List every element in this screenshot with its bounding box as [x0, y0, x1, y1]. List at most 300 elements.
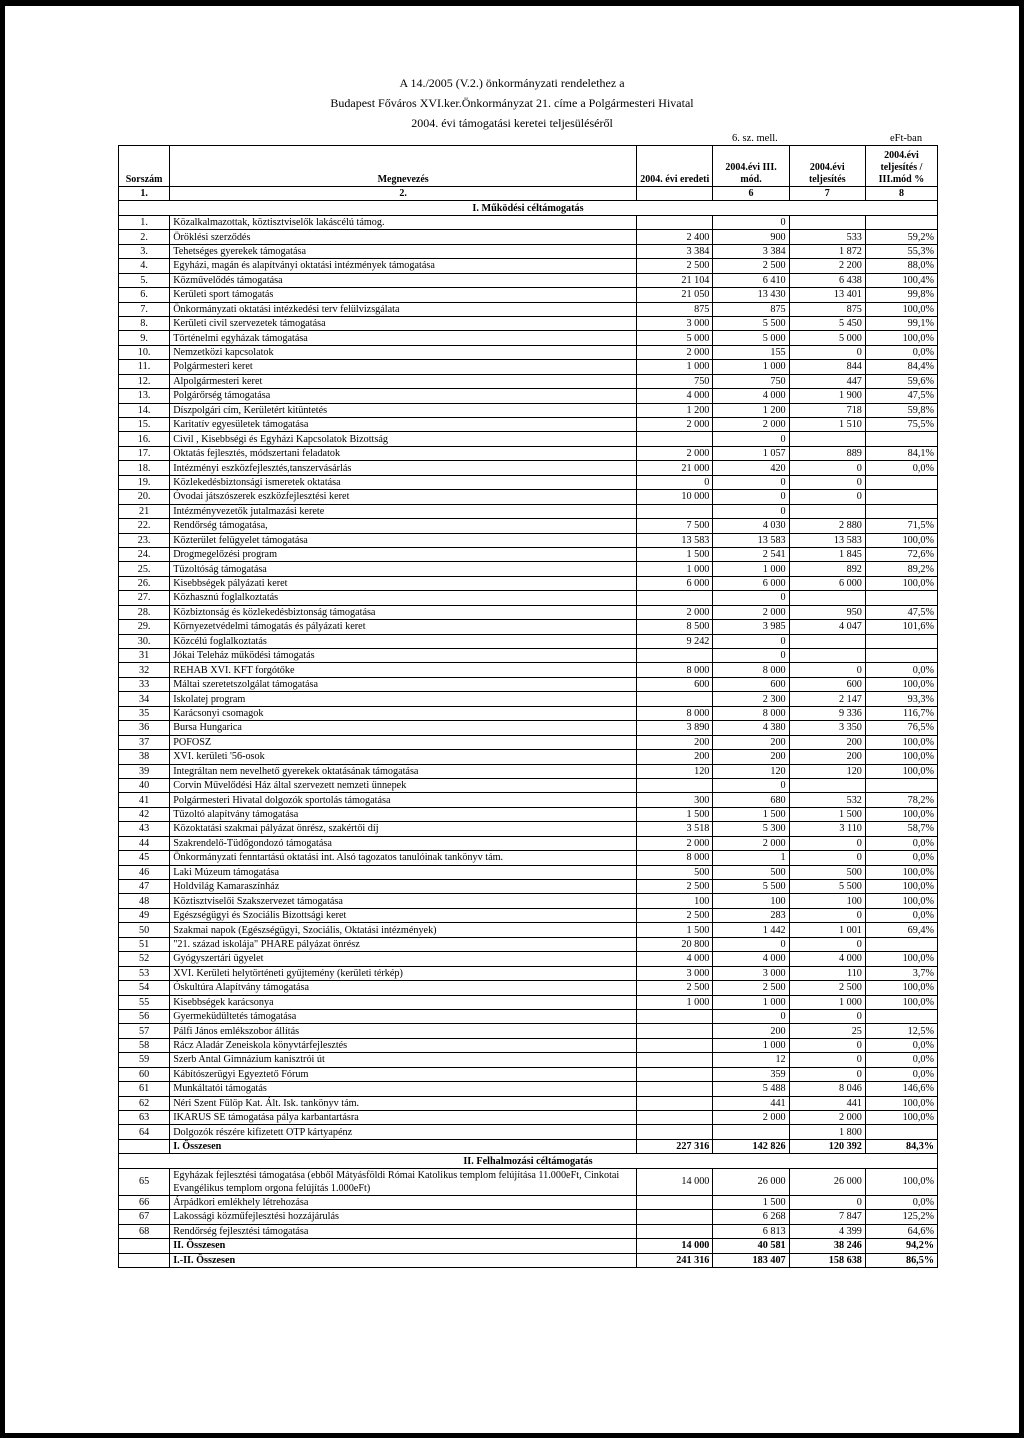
row-number: 45 [119, 851, 170, 865]
row-number [119, 1239, 170, 1253]
row-mod: 0 [713, 504, 789, 518]
row-name: Tűzoltó alapítvány támogatása [170, 807, 637, 821]
row-name: Gyógyszertári ügyelet [170, 952, 637, 966]
row-arany [865, 1125, 937, 1139]
row-arany: 100,0% [865, 865, 937, 879]
row-arany: 55,3% [865, 244, 937, 258]
row-arany: 100,0% [865, 894, 937, 908]
row-teljesites: 3 350 [789, 721, 865, 735]
row-arany: 71,5% [865, 519, 937, 533]
row-teljesites: 892 [789, 562, 865, 576]
row-number: 56 [119, 1009, 170, 1023]
row-teljesites: 533 [789, 230, 865, 244]
row-teljesites: 38 246 [789, 1239, 865, 1253]
row-name: Oktatás fejlesztés, módszertani feladatok [170, 446, 637, 460]
row-arany: 100,0% [865, 880, 937, 894]
table-row [119, 692, 938, 706]
row-name: Közalkalmazottak, köztisztviselők lakáscélú támog. [170, 215, 637, 229]
row-teljesites: 2 147 [789, 692, 865, 706]
table-row [119, 750, 938, 764]
row-eredeti [637, 649, 713, 663]
table-row [119, 1195, 938, 1209]
table-row [119, 1096, 938, 1110]
row-name: REHAB XVI. KFT forgótőke [170, 663, 637, 677]
row-teljesites: 1 845 [789, 547, 865, 561]
row-mod: 4 000 [713, 952, 789, 966]
table-row [119, 446, 938, 460]
row-mod: 0 [713, 591, 789, 605]
row-number: 24. [119, 547, 170, 561]
row-teljesites: 9 336 [789, 706, 865, 720]
row-eredeti: 21 104 [637, 273, 713, 287]
row-arany: 100,0% [865, 1111, 937, 1125]
row-number: 64 [119, 1125, 170, 1139]
row-number: 19. [119, 475, 170, 489]
row-name: Polgármesteri Hivatal dolgozók sportolás támogatása [170, 793, 637, 807]
row-arany: 88,0% [865, 259, 937, 273]
row-eredeti [637, 1053, 713, 1067]
row-teljesites: 0 [789, 1053, 865, 1067]
scan-border-top [0, 0, 1024, 6]
row-mod: 0 [713, 649, 789, 663]
row-name: "21. század iskolája" PHARE pályázat önrész [170, 937, 637, 951]
row-number: 66 [119, 1195, 170, 1209]
row-number: 37 [119, 735, 170, 749]
row-name: XVI. kerületi '56-osok [170, 750, 637, 764]
row-teljesites: 1 872 [789, 244, 865, 258]
row-number: 30. [119, 634, 170, 648]
row-name: Árpádkori emlékhely létrehozása [170, 1195, 637, 1209]
col-eredeti: 2004. évi eredeti [637, 146, 713, 187]
row-number: 59 [119, 1053, 170, 1067]
row-teljesites [789, 634, 865, 648]
row-mod: 680 [713, 793, 789, 807]
row-mod: 2 500 [713, 981, 789, 995]
header-line-3: 2004. évi támogatási keretei teljesüléséről [411, 116, 613, 130]
col-teljesites: 2004.évi teljesítés [789, 146, 865, 187]
row-arany [865, 504, 937, 518]
row-name: I. Összesen [170, 1139, 637, 1153]
row-eredeti: 1 000 [637, 360, 713, 374]
row-teljesites: 158 638 [789, 1253, 865, 1267]
row-arany: 0,0% [865, 851, 937, 865]
row-number: 15. [119, 418, 170, 432]
row-mod: 3 384 [713, 244, 789, 258]
table-row [119, 995, 938, 1009]
row-number: 26. [119, 576, 170, 590]
row-eredeti: 241 316 [637, 1253, 713, 1267]
row-eredeti: 7 500 [637, 519, 713, 533]
row-eredeti [637, 1125, 713, 1139]
row-eredeti: 3 518 [637, 822, 713, 836]
table-row [119, 576, 938, 590]
table-row [119, 1210, 938, 1224]
table-row [119, 620, 938, 634]
row-number: 63 [119, 1111, 170, 1125]
row-arany: 100,0% [865, 807, 937, 821]
row-number: 33 [119, 677, 170, 691]
row-name: Közbiztonság és közlekedésbiztonság támogatása [170, 605, 637, 619]
row-number: 35 [119, 706, 170, 720]
row-arany: 86,5% [865, 1253, 937, 1267]
row-name: Közterület felügyelet támogatása [170, 533, 637, 547]
row-teljesites: 0 [789, 475, 865, 489]
row-eredeti [637, 692, 713, 706]
row-number: 43 [119, 822, 170, 836]
row-mod: 2 000 [713, 1111, 789, 1125]
table-row [119, 908, 938, 922]
row-arany: 116,7% [865, 706, 937, 720]
table-row [119, 663, 938, 677]
budget-table [118, 145, 938, 1268]
row-mod: 1 [713, 851, 789, 865]
row-eredeti: 1 500 [637, 547, 713, 561]
row-eredeti: 227 316 [637, 1139, 713, 1153]
row-mod: 1 200 [713, 403, 789, 417]
table-row [119, 288, 938, 302]
row-eredeti [637, 215, 713, 229]
row-eredeti: 3 890 [637, 721, 713, 735]
scan-border-bottom [0, 1433, 1024, 1438]
row-eredeti [637, 778, 713, 792]
table-row [119, 1053, 938, 1067]
row-number: 58 [119, 1038, 170, 1052]
row-mod: 100 [713, 894, 789, 908]
row-teljesites: 200 [789, 735, 865, 749]
row-eredeti: 6 000 [637, 576, 713, 590]
row-mod: 183 407 [713, 1253, 789, 1267]
row-arany: 146,6% [865, 1082, 937, 1096]
row-teljesites [789, 504, 865, 518]
row-number: 53 [119, 966, 170, 980]
row-name: Iskolatej program [170, 692, 637, 706]
row-name: Pálfi János emlékszobor állítás [170, 1024, 637, 1038]
row-name: Egyházi, magán és alapítványi oktatási intézmények támogatása [170, 259, 637, 273]
table-row [119, 403, 938, 417]
row-mod: 5 000 [713, 331, 789, 345]
row-name: Kerületi sport támogatás [170, 288, 637, 302]
row-teljesites: 100 [789, 894, 865, 908]
row-arany [865, 432, 937, 446]
row-arany: 0,0% [865, 1053, 937, 1067]
row-eredeti [637, 1024, 713, 1038]
row-eredeti: 5 000 [637, 331, 713, 345]
table-row [119, 547, 938, 561]
row-eredeti: 600 [637, 677, 713, 691]
row-eredeti [637, 1195, 713, 1209]
row-teljesites: 0 [789, 937, 865, 951]
row-name: Corvin Művelődési Ház által szervezett nemzeti ünnepek [170, 778, 637, 792]
row-arany: 0,0% [865, 1067, 937, 1081]
table-row [119, 706, 938, 720]
row-teljesites: 0 [789, 461, 865, 475]
row-arany: 100,0% [865, 1096, 937, 1110]
row-teljesites: 875 [789, 302, 865, 316]
row-number: 28. [119, 605, 170, 619]
row-name: Polgárőrség támogatása [170, 389, 637, 403]
row-arany [865, 490, 937, 504]
table-row [119, 764, 938, 778]
row-name: Közművelődés támogatása [170, 273, 637, 287]
row-arany: 100,0% [865, 1168, 937, 1195]
row-name: Szakmai napok (Egészségügyi, Szociális, Oktatási intézmények) [170, 923, 637, 937]
row-name: Környezetvédelmi támogatás és pályázati keret [170, 620, 637, 634]
row-number: 60 [119, 1067, 170, 1081]
row-arany: 0,0% [865, 1038, 937, 1052]
table-row [119, 1082, 938, 1096]
row-arany: 100,4% [865, 273, 937, 287]
table-row [119, 316, 938, 330]
row-arany: 59,6% [865, 374, 937, 388]
row-mod: 5 500 [713, 880, 789, 894]
row-name: Rendőrség támogatása, [170, 519, 637, 533]
column-header-row [119, 146, 938, 187]
row-mod: 5 500 [713, 316, 789, 330]
row-eredeti: 3 000 [637, 966, 713, 980]
table-row [119, 1038, 938, 1052]
row-eredeti [637, 1067, 713, 1081]
row-arany [865, 634, 937, 648]
row-eredeti: 1 000 [637, 562, 713, 576]
row-arany: 84,4% [865, 360, 937, 374]
table-row [119, 1067, 938, 1081]
row-name: Közcélú foglalkoztatás [170, 634, 637, 648]
row-number: 5. [119, 273, 170, 287]
row-number: 8. [119, 316, 170, 330]
row-name: Egyházak fejlesztési támogatása (ebből Mátyásföldi Római Katolikus templom felújítása 11.000eFt, Cinkotai Evangélikus templom orgona felújítás 1.000eFt) [170, 1168, 637, 1195]
row-teljesites: 447 [789, 374, 865, 388]
row-teljesites: 1 510 [789, 418, 865, 432]
table-row [119, 807, 938, 821]
table-row [119, 418, 938, 432]
row-name: Óskultúra Alapítvány támogatása [170, 981, 637, 995]
row-name: Laki Múzeum támogatása [170, 865, 637, 879]
row-number: 34 [119, 692, 170, 706]
row-eredeti [637, 591, 713, 605]
row-arany: 84,3% [865, 1139, 937, 1153]
row-mod: 1 057 [713, 446, 789, 460]
row-number: 42 [119, 807, 170, 821]
table-row [119, 966, 938, 980]
row-arany: 100,0% [865, 750, 937, 764]
row-mod: 26 000 [713, 1168, 789, 1195]
row-teljesites: 110 [789, 966, 865, 980]
row-teljesites: 0 [789, 836, 865, 850]
row-number [119, 1139, 170, 1153]
table-row [119, 851, 938, 865]
row-eredeti: 8 000 [637, 663, 713, 677]
row-number: 7. [119, 302, 170, 316]
row-name: Rácz Aladár Zeneiskola könyvtárfejlesztés [170, 1038, 637, 1052]
row-mod: 0 [713, 937, 789, 951]
row-number [119, 1253, 170, 1267]
row-arany: 100,0% [865, 331, 937, 345]
unit-label: eFt-ban [890, 133, 923, 144]
row-teljesites: 8 046 [789, 1082, 865, 1096]
row-number: 41 [119, 793, 170, 807]
row-name: Drogmegelőzési program [170, 547, 637, 561]
section-2-title: II. Felhalmozási céltámogatás [119, 1154, 938, 1168]
table-row [119, 490, 938, 504]
row-arany: 99,1% [865, 316, 937, 330]
row-arany: 0,0% [865, 1195, 937, 1209]
row-name: Öröklési szerződés [170, 230, 637, 244]
row-number: 38 [119, 750, 170, 764]
row-mod: 200 [713, 1024, 789, 1038]
row-number: 62 [119, 1096, 170, 1110]
row-name: Munkáltatói támogatás [170, 1082, 637, 1096]
table-row [119, 865, 938, 879]
row-mod: 283 [713, 908, 789, 922]
row-mod: 6 410 [713, 273, 789, 287]
annex-label: 6. sz. mell. [732, 133, 778, 144]
row-number: 49 [119, 908, 170, 922]
row-name: Holdvilág Kamaraszínház [170, 880, 637, 894]
row-eredeti: 4 000 [637, 952, 713, 966]
row-arany [865, 1009, 937, 1023]
row-name: Civil , Kisebbségi és Egyházi Kapcsolatok Bizottság [170, 432, 637, 446]
row-teljesites: 889 [789, 446, 865, 460]
row-mod: 1 000 [713, 360, 789, 374]
section-heading-row [119, 1154, 938, 1168]
row-eredeti: 13 583 [637, 533, 713, 547]
row-eredeti: 10 000 [637, 490, 713, 504]
row-teljesites: 4 000 [789, 952, 865, 966]
row-name: Díszpolgári cím, Kerületért kitüntetés [170, 403, 637, 417]
table-row [119, 215, 938, 229]
row-eredeti: 2 500 [637, 880, 713, 894]
table-row [119, 230, 938, 244]
row-arany: 100,0% [865, 677, 937, 691]
row-eredeti [637, 1111, 713, 1125]
row-teljesites: 6 438 [789, 273, 865, 287]
row-arany: 76,5% [865, 721, 937, 735]
row-name: POFOSZ [170, 735, 637, 749]
row-mod: 2 500 [713, 259, 789, 273]
row-arany: 101,6% [865, 620, 937, 634]
row-number: 55 [119, 995, 170, 1009]
col-num-2: 2. [170, 187, 637, 201]
row-number: 4. [119, 259, 170, 273]
row-name: Dolgozók részére kifizetett OTP kártyapénz [170, 1125, 637, 1139]
row-mod: 200 [713, 750, 789, 764]
row-mod: 2 000 [713, 605, 789, 619]
row-name: Lakossági közműfejlesztési hozzájárulás [170, 1210, 637, 1224]
row-mod: 0 [713, 1009, 789, 1023]
row-name: Tehetséges gyerekek támogatása [170, 244, 637, 258]
row-eredeti: 20 800 [637, 937, 713, 951]
row-name: Önkormányzati fenntartású oktatási int. Alsó tagozatos tanulóinak tankönyv tám. [170, 851, 637, 865]
table-row [119, 1111, 938, 1125]
row-mod: 1 500 [713, 1195, 789, 1209]
section-heading-row [119, 201, 938, 215]
row-mod: 2 300 [713, 692, 789, 706]
col-num-eredeti [637, 187, 713, 201]
table-row [119, 937, 938, 951]
row-mod: 2 000 [713, 836, 789, 850]
col-arany: 2004.évi teljesítés / III.mód % [865, 146, 937, 187]
row-teljesites: 0 [789, 345, 865, 359]
row-number: 1. [119, 215, 170, 229]
row-mod: 1 000 [713, 995, 789, 1009]
row-teljesites: 4 047 [789, 620, 865, 634]
row-arany: 100,0% [865, 995, 937, 1009]
row-eredeti: 500 [637, 865, 713, 879]
row-mod: 155 [713, 345, 789, 359]
row-eredeti: 875 [637, 302, 713, 316]
row-arany: 84,1% [865, 446, 937, 460]
row-arany: 3,7% [865, 966, 937, 980]
table-row [119, 1024, 938, 1038]
row-name: Intézményi eszközfejlesztés,tanszervásárlás [170, 461, 637, 475]
row-number: 27. [119, 591, 170, 605]
table-row [119, 360, 938, 374]
row-eredeti: 21 000 [637, 461, 713, 475]
col-num-8: 8 [865, 187, 937, 201]
row-teljesites: 26 000 [789, 1168, 865, 1195]
row-number: 14. [119, 403, 170, 417]
scan-border-right [1019, 0, 1024, 1438]
row-eredeti: 8 000 [637, 706, 713, 720]
table-row [119, 634, 938, 648]
row-name: Óvodai játszószerek eszközfejlesztési keret [170, 490, 637, 504]
row-mod: 5 488 [713, 1082, 789, 1096]
row-arany [865, 937, 937, 951]
row-number: 61 [119, 1082, 170, 1096]
table-row [119, 778, 938, 792]
table-row [119, 345, 938, 359]
row-eredeti: 3 384 [637, 244, 713, 258]
row-teljesites: 0 [789, 663, 865, 677]
grand-total-row [119, 1253, 938, 1267]
row-number: 11. [119, 360, 170, 374]
row-name: Jókai Teleház működési támogatás [170, 649, 637, 663]
row-mod: 142 826 [713, 1139, 789, 1153]
table-row [119, 374, 938, 388]
row-name: I.-II. Összesen [170, 1253, 637, 1267]
row-teljesites: 25 [789, 1024, 865, 1038]
table-row [119, 244, 938, 258]
row-arany: 0,0% [865, 663, 937, 677]
row-mod: 8 000 [713, 706, 789, 720]
row-teljesites: 3 110 [789, 822, 865, 836]
row-arany: 75,5% [865, 418, 937, 432]
row-arany: 89,2% [865, 562, 937, 576]
row-teljesites: 950 [789, 605, 865, 619]
row-arany: 0,0% [865, 908, 937, 922]
row-mod: 0 [713, 215, 789, 229]
row-arany: 0,0% [865, 836, 937, 850]
row-name: Gyermeküdültetés támogatása [170, 1009, 637, 1023]
row-teljesites: 13 583 [789, 533, 865, 547]
row-arany [865, 591, 937, 605]
row-eredeti: 2 500 [637, 259, 713, 273]
row-eredeti: 9 242 [637, 634, 713, 648]
row-mod: 40 581 [713, 1239, 789, 1253]
row-mod: 900 [713, 230, 789, 244]
row-number: 6. [119, 288, 170, 302]
table-row [119, 1009, 938, 1023]
row-arany: 47,5% [865, 605, 937, 619]
row-name: Egészségügyi és Szociális Bizottsági keret [170, 908, 637, 922]
row-eredeti [637, 1082, 713, 1096]
row-teljesites: 0 [789, 1195, 865, 1209]
table-row [119, 649, 938, 663]
row-teljesites: 13 401 [789, 288, 865, 302]
row-name: Rendőrség fejlesztési támogatása [170, 1224, 637, 1238]
row-number: 57 [119, 1024, 170, 1038]
row-eredeti: 1 500 [637, 807, 713, 821]
